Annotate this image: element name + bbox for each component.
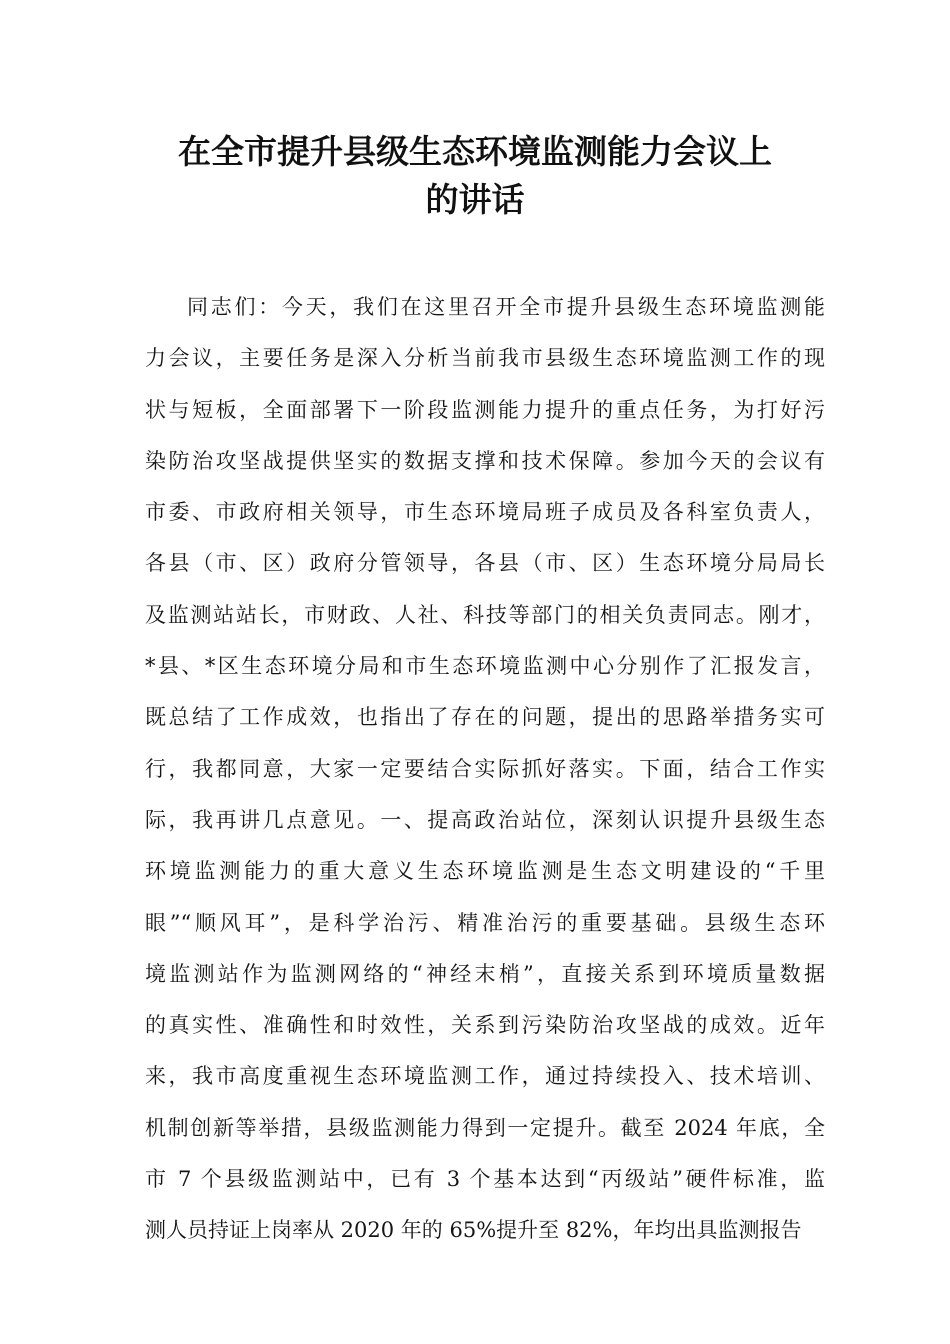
body-line: 市委、市政府相关领导，市生态环境局班子成员及各科室负责人， bbox=[145, 500, 825, 525]
body-line: 染防治攻坚战提供坚实的数据支撑和技术保障。参加今天的会议有 bbox=[145, 448, 825, 473]
speech-body bbox=[145, 282, 825, 1257]
body-line: 际，我再讲几点意见。一、提高政治站位，深刻认识提升县级生态 bbox=[145, 807, 825, 832]
body-line: *县、*区生态环境分局和市生态环境监测中心分别作了汇报发言， bbox=[145, 654, 825, 679]
body-line: 眼”“顺风耳”，是科学治污、精准治污的重要基础。县级生态环 bbox=[145, 910, 825, 935]
body-line: 既总结了工作成效，也指出了存在的问题，提出的思路举措务实可 bbox=[145, 705, 825, 730]
body-line: 境监测站作为监测网络的“神经末梢”，直接关系到环境质量数据 bbox=[145, 961, 825, 986]
body-line: 市 7 个县级监测站中，已有 3 个基本达到“丙级站”硬件标准，监 bbox=[145, 1167, 825, 1192]
body-line: 行，我都同意，大家一定要结合实际抓好落实。下面，结合工作实 bbox=[145, 756, 825, 781]
body-line: 各县（市、区）政府分管领导，各县（市、区）生态环境分局局长 bbox=[145, 551, 825, 576]
body-line: 状与短板，全面部署下一阶段监测能力提升的重点任务，为打好污 bbox=[145, 397, 825, 422]
body-line: 力会议，主要任务是深入分析当前我市县级生态环境监测工作的现 bbox=[145, 346, 825, 371]
body-line: 的真实性、准确性和时效性，关系到污染防治攻坚战的成效。近年 bbox=[145, 1013, 825, 1038]
body-line: 及监测站站长，市财政、人社、科技等部门的相关负责同志。刚才， bbox=[145, 602, 825, 627]
body-line: 环境监测能力的重大意义生态环境监测是生态文明建设的“千里 bbox=[145, 859, 825, 884]
body-line: 机制创新等举措，县级监测能力得到一定提升。截至 2024 年底，全 bbox=[145, 1115, 825, 1140]
body-line: 来，我市高度重视生态环境监测工作，通过持续投入、技术培训、 bbox=[145, 1064, 825, 1089]
body-line: 测人员持证上岗率从 2020 年的 65%提升至 82%，年均出具监测报告 bbox=[145, 1218, 802, 1243]
body-line: 同志们：今天，我们在这里召开全市提升县级生态环境监测能 bbox=[187, 295, 825, 319]
document-title bbox=[140, 128, 810, 224]
title-line-1: 在全市提升县级生态环境监测能力会议上 bbox=[178, 132, 772, 171]
title-line-2: 的讲话 bbox=[425, 180, 525, 219]
